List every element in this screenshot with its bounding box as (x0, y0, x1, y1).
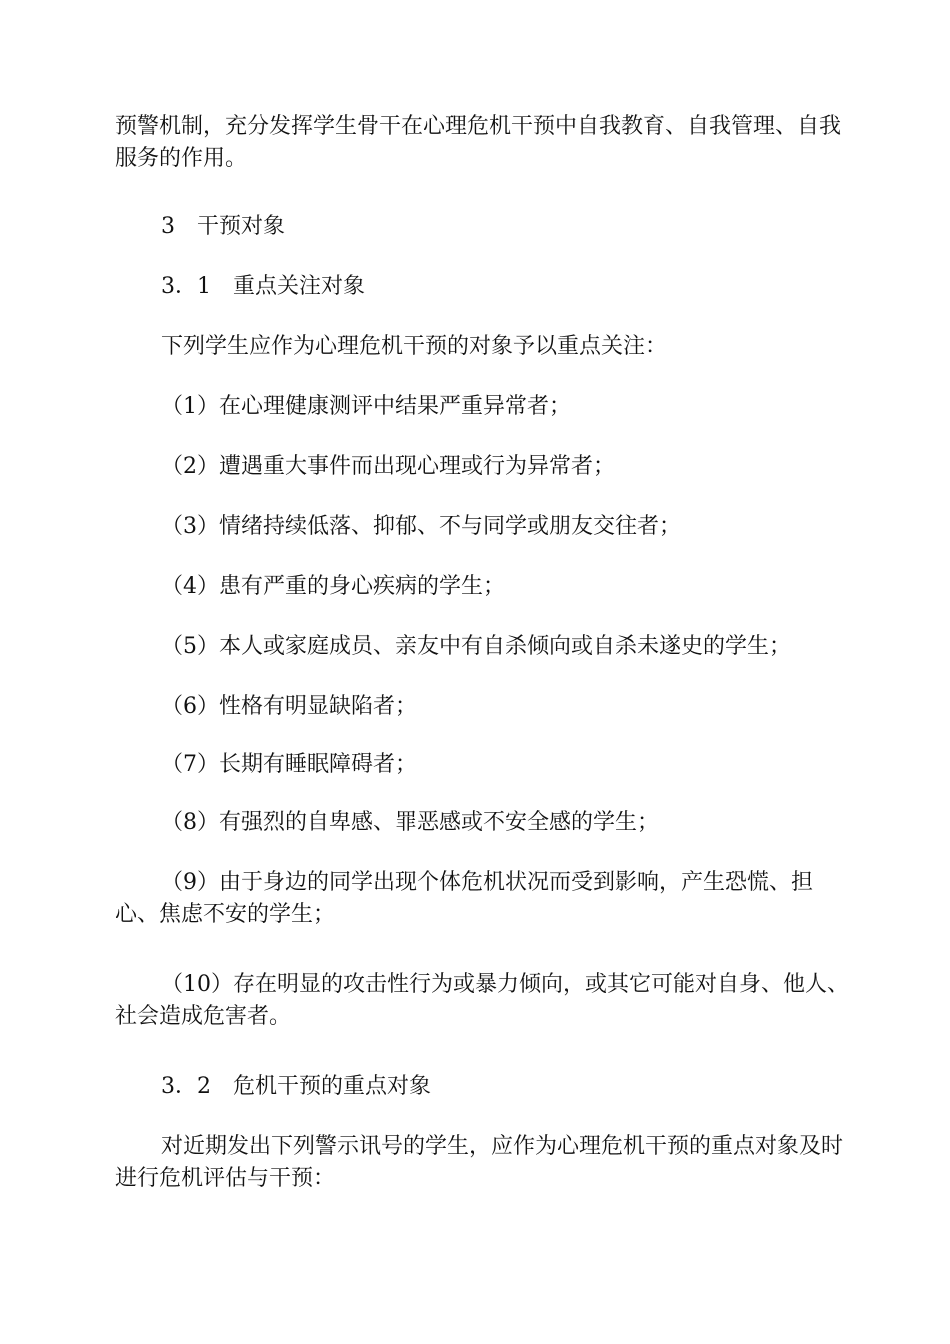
list-item: （2）遭遇重大事件而出现心理或行为异常者； (161, 454, 615, 479)
list-item: （6）性格有明显缺陷者； (161, 694, 417, 719)
section-heading-3: 3 干预对象 (161, 214, 285, 239)
list-item: （1）在心理健康测评中结果严重异常者； (161, 394, 571, 419)
list-item: （9）由于身边的同学出现个体危机状况而受到影响，产生恐慌、担心、焦虑不安的学生； (115, 870, 813, 927)
subsection-heading-3-2: 3．2 危机干预的重点对象 (161, 1074, 431, 1099)
subsection-heading-3-1: 3．1 重点关注对象 (161, 274, 365, 299)
list-item: （5）本人或家庭成员、亲友中有自杀倾向或自杀未遂史的学生； (161, 634, 791, 659)
closing-paragraph: 对近期发出下列警示讯号的学生，应作为心理危机干预的重点对象及时进行危机评估与干预： (115, 1134, 844, 1191)
list-item: （10）存在明显的攻击性行为或暴力倾向，或其它可能对自身、他人、社会造成危害者。 (115, 972, 849, 1029)
list-item: （3）情绪持续低落、抑郁、不与同学或朋友交往者； (161, 514, 681, 539)
list-item: （7）长期有睡眠障碍者； (161, 752, 417, 777)
paragraph-continuation: 预警机制，充分发挥学生骨干在心理危机干预中自我教育、自我管理、自我服务的作用。 (115, 114, 842, 171)
list-item: （4）患有严重的身心疾病的学生； (161, 574, 505, 599)
intro-paragraph: 下列学生应作为心理危机干预的对象予以重点关注： (161, 334, 668, 359)
list-item: （8）有强烈的自卑感、罪恶感或不安全感的学生； (161, 810, 659, 835)
